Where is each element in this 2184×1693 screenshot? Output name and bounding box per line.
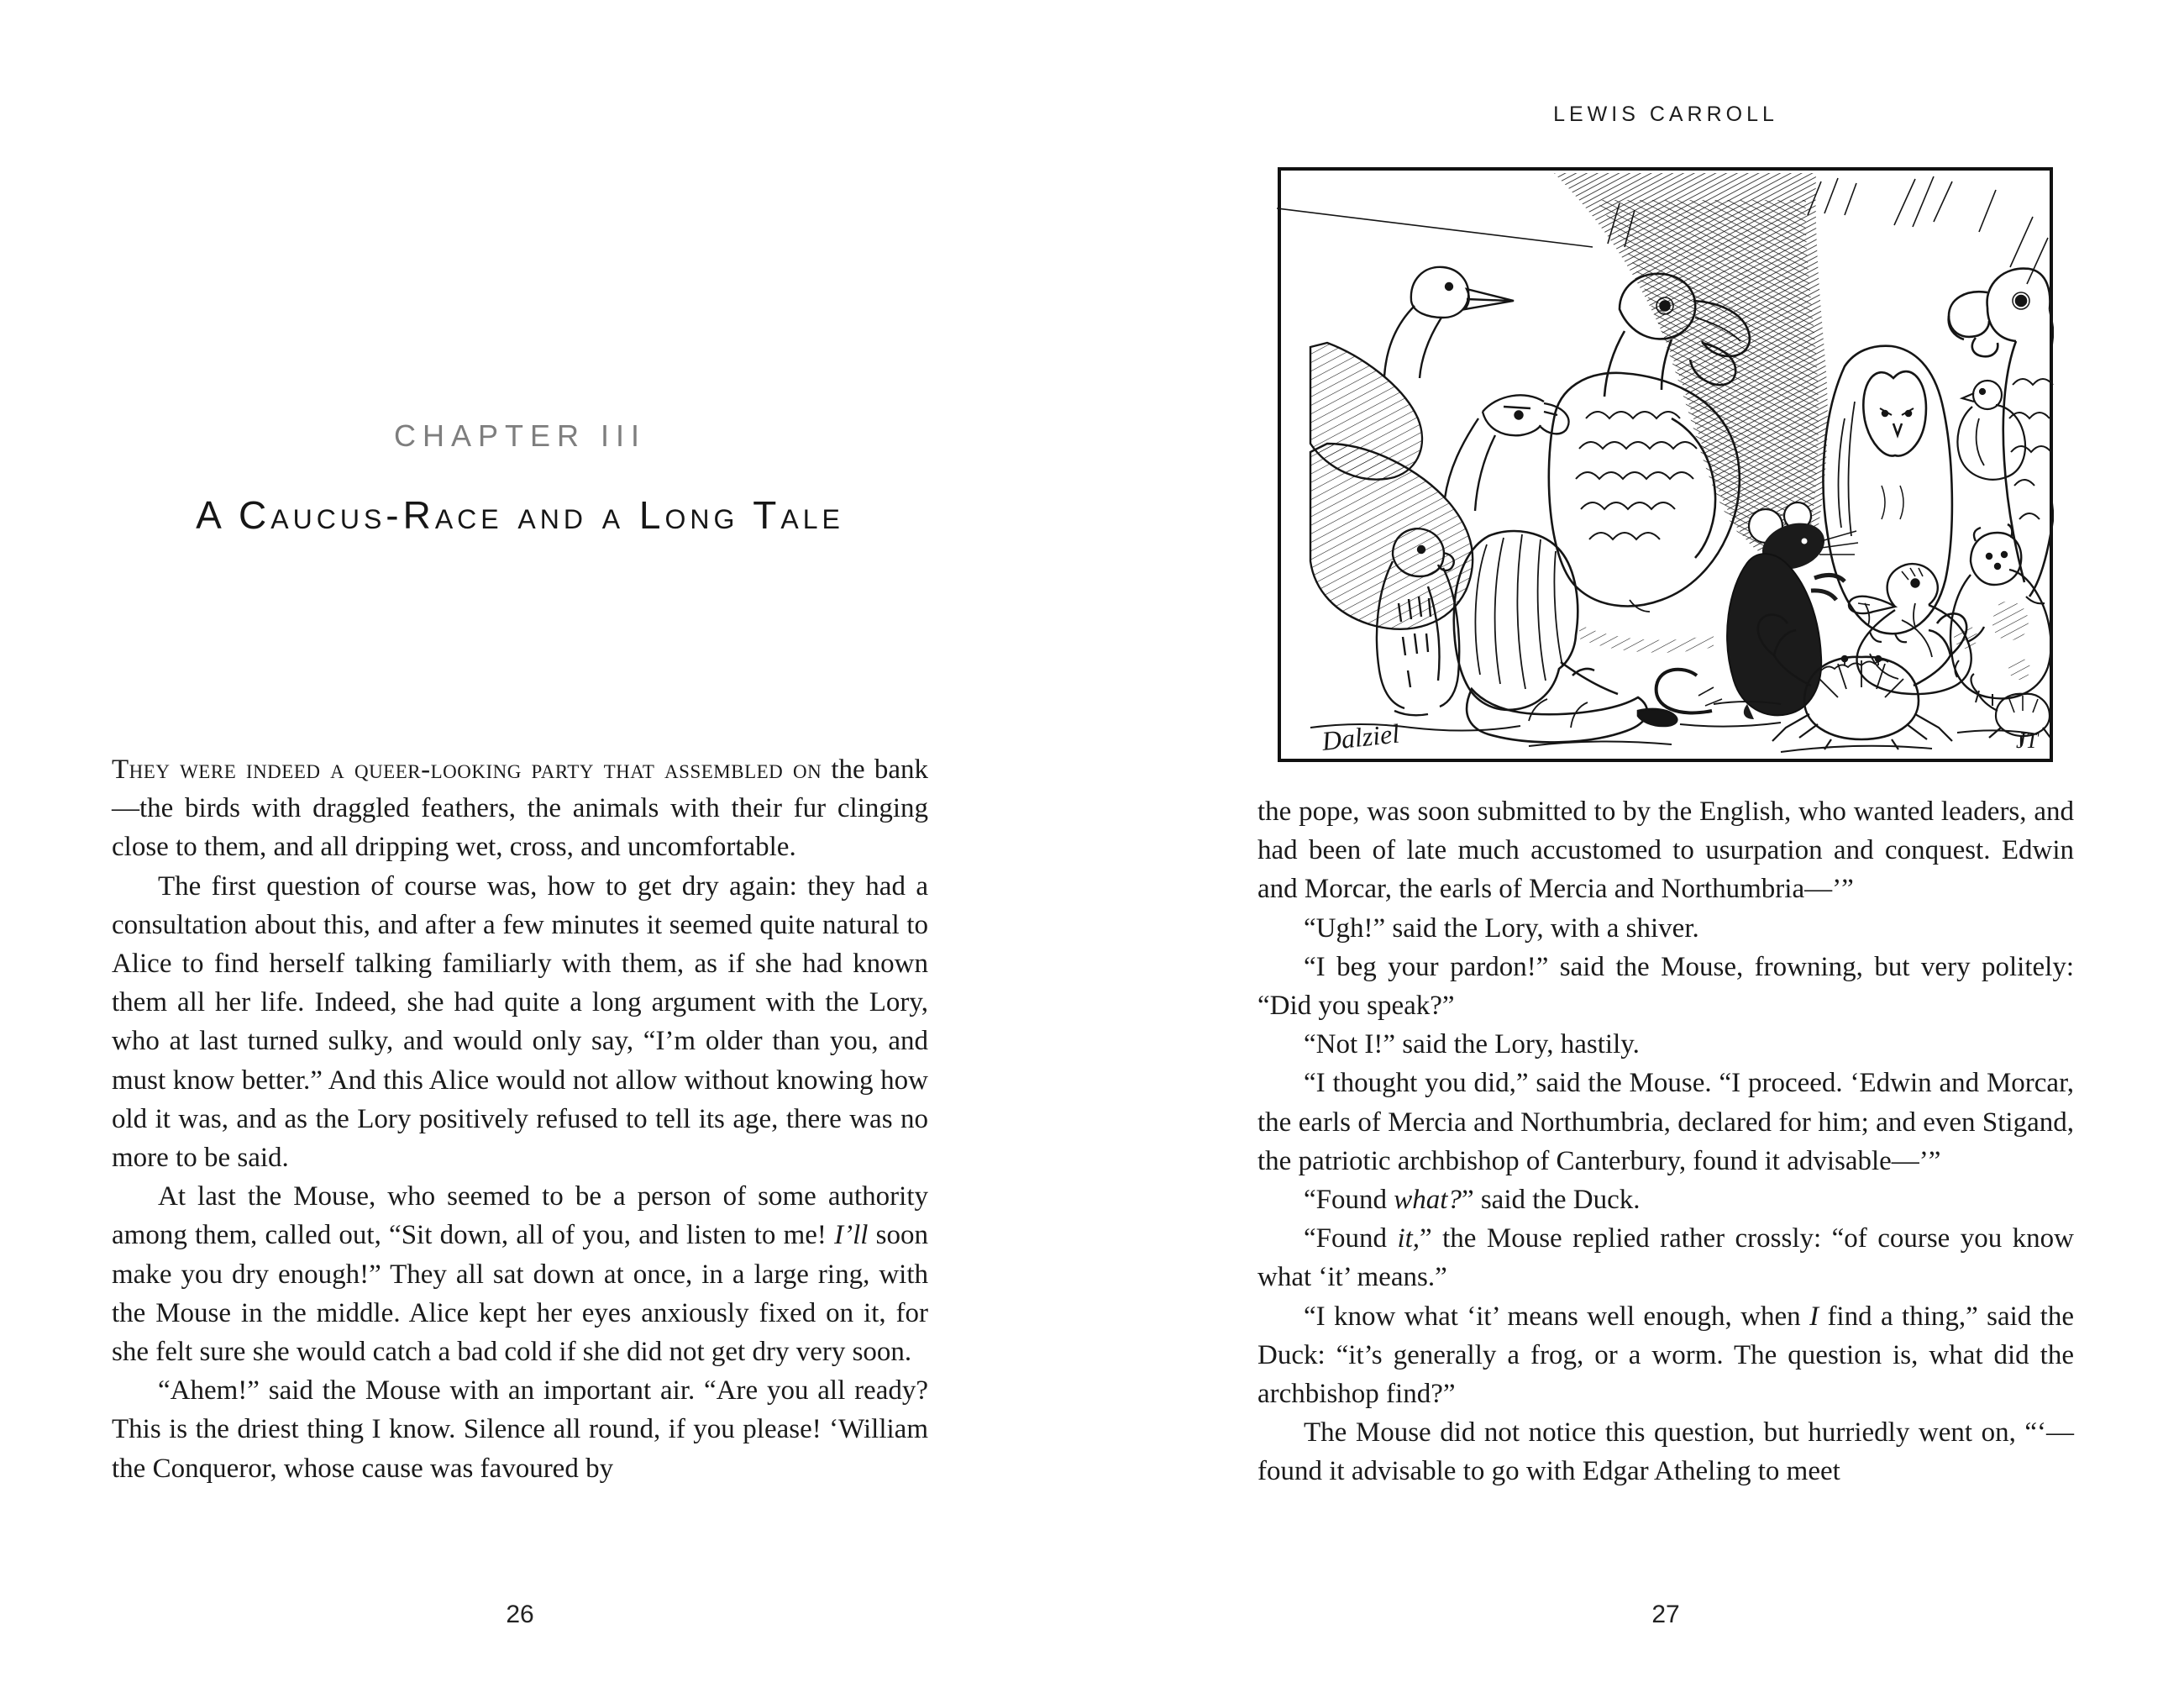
body-paragraph: the pope, was soon submitted to by the English, who wanted leaders, and had been of late much accustomed to usurpation and conquest. Edwin and Morcar, the earls of Mercia and Northumbria—’” (1257, 797, 2074, 905)
owl (1823, 346, 1951, 643)
body-paragraph: At last the Mouse, who seemed to be a person of some authority among them, called out, “Sit down, all of you, and listen to me! I’ll soon make you dry enough!” They all sat down at once, in a large ring, with the Mouse in the middle. Alice kept her eyes anxiously fixed on it, for she felt sure she would catch a bad cold if she did not get dry very soon. (112, 1181, 928, 1368)
left-page-text-column (112, 750, 928, 1488)
chapter-heading (112, 418, 928, 538)
caucus-party-illustration (1277, 166, 2054, 763)
body-paragraph: “Found what?” said the Duck. (1304, 1185, 1641, 1216)
artist-monogram: JT (2016, 728, 2038, 753)
paragraph-text: the bank—the birds with draggled feathers, the animals with their fur clinging close to them, and all dripping wet, cross, and uncomfortable. (112, 754, 928, 863)
tenniel-engraving-svg (1277, 166, 2054, 763)
right-page-text-column (1257, 792, 2074, 1491)
body-paragraph: The first question of course was, how to get dry again: they had a consultation about this, and after a few minutes it seemed quite natural to Alice to find herself talking familiarly with them, as if she had known them all her life. Indeed, she had quite a long argument with the Lory, who at last turned sulky, and would only say, “I’m older than you, and must know better.” And this Alice would not allow without knowing how old it was, and as the Lory positively refused to tell its age, there was no more to be said. (112, 870, 928, 1174)
chapter-title: A Caucus-Race and a Long Tale (196, 493, 844, 537)
body-paragraph: “Found it,” the Mouse replied rather crossly: “of course you know what ‘it’ means.” (1257, 1223, 2075, 1293)
body-paragraph: “I beg your pardon!” said the Mouse, frowning, but very politely: “Did you speak?” (1257, 951, 2074, 1022)
chapter-label: CHAPTER III (393, 418, 647, 453)
page-number-left: 26 (506, 1601, 534, 1628)
body-paragraph: “Not I!” said the Lory, hastily. (1304, 1029, 1640, 1060)
small-crab (1971, 674, 2050, 746)
body-paragraph: “I thought you did,” said the Mouse. “I proceed. ‘Edwin and Morcar, the earls of Mercia and Northumbria, declared for him; and even Stigand, the patriotic archbishop of Canterbury, found it advisable—’” (1257, 1068, 2074, 1176)
running-head: LEWIS CARROLL (1553, 103, 1778, 126)
opening-small-caps: They were indeed a queer-looking party that assembled on (112, 754, 822, 785)
dove (1957, 381, 2025, 480)
body-paragraph: The Mouse did not notice this question, but hurriedly went on, “‘—found it advisable to go with Edgar Atheling to meet (1257, 1417, 2074, 1487)
body-paragraph (112, 750, 928, 867)
engraver-signature: Dalziel (1320, 718, 1401, 756)
body-paragraph: “Ugh!” said the Lory, with a shiver. (1304, 912, 1699, 944)
furry-cub (1950, 524, 2051, 706)
alice (1454, 531, 1677, 742)
body-paragraph: “I know what ‘it’ means well enough, when I find a thing,” said the Duck: “it’s generally a frog, or a worm. The question is, what did the archbishop find?” (1257, 1301, 2074, 1410)
page-number-right: 27 (1651, 1601, 1680, 1628)
body-paragraph: “Ahem!” said the Mouse with an important air. “Are you all ready? This is the driest thing I know. Silence all round, if you please! ‘William the Conqueror, whose cause was favoured by (112, 1375, 928, 1484)
